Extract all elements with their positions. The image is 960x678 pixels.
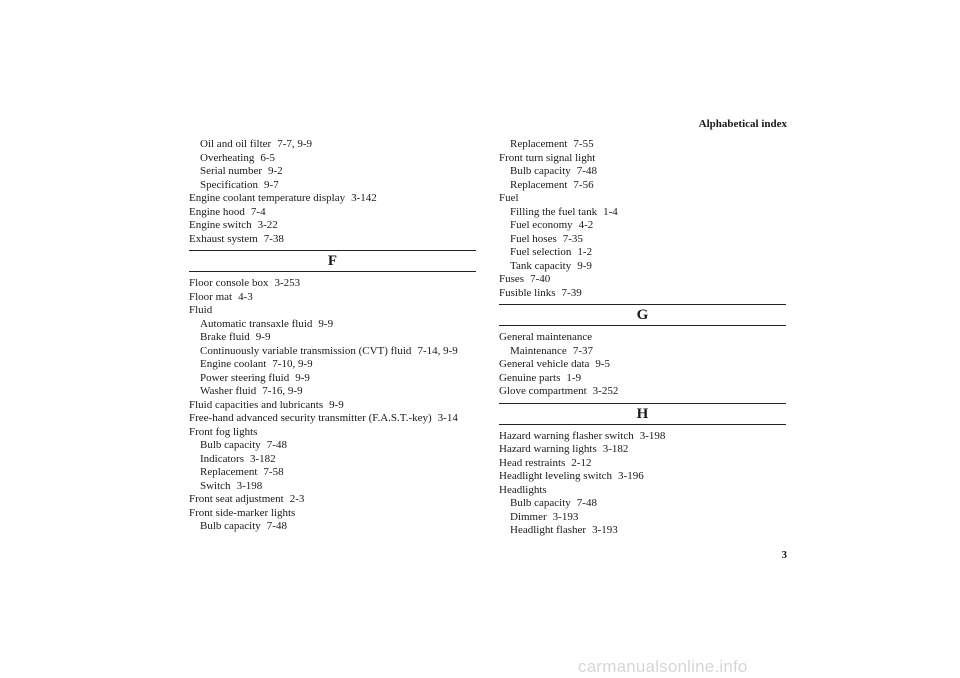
index-subentry bbox=[499, 233, 786, 247]
index-entry bbox=[189, 291, 476, 305]
index-subentry bbox=[189, 385, 476, 399]
section-heading-h: H bbox=[499, 403, 786, 425]
entry-page-ref: 9-7 bbox=[264, 178, 279, 191]
entry-page-ref: 7-48 bbox=[576, 497, 597, 509]
index-subentry bbox=[499, 497, 786, 511]
index-subentry bbox=[189, 318, 476, 332]
entry-term: Continuously variable transmission (CVT) fluid bbox=[200, 344, 412, 357]
entry-term: Front seat adjustment bbox=[189, 493, 284, 505]
entry-page-ref: 2-3 bbox=[289, 493, 305, 505]
index-subentry bbox=[189, 466, 476, 480]
entry-term: Fuel selection bbox=[510, 246, 572, 258]
entry-page-ref: 1-9 bbox=[566, 371, 582, 384]
index-entry bbox=[189, 206, 476, 220]
entry-term: Washer fluid bbox=[200, 385, 257, 397]
entry-term: Switch bbox=[200, 479, 231, 492]
index-entry bbox=[499, 443, 786, 457]
index-entry bbox=[499, 152, 786, 166]
index-entry bbox=[189, 233, 476, 247]
entry-term: Front side-marker lights bbox=[189, 506, 296, 519]
entry-page-ref: 7-4 bbox=[250, 205, 266, 218]
entry-term: Front turn signal light bbox=[499, 151, 596, 164]
index-entry bbox=[189, 493, 476, 507]
entry-term: Front fog lights bbox=[189, 425, 258, 438]
index-subentry bbox=[189, 179, 476, 193]
entry-term: Fusible links bbox=[499, 286, 556, 299]
entry-page-ref: 7-38 bbox=[263, 232, 284, 245]
entry-page-ref: 9-9 bbox=[318, 317, 334, 330]
entry-term: Indicators bbox=[200, 452, 244, 465]
running-header: Alphabetical index bbox=[698, 118, 787, 130]
index-entry bbox=[189, 426, 476, 440]
entry-term: Serial number bbox=[200, 165, 263, 177]
index-column-right bbox=[499, 138, 786, 538]
index-subentry bbox=[499, 246, 786, 260]
index-subentry bbox=[189, 331, 476, 345]
entry-page-ref: 7-40 bbox=[530, 273, 551, 285]
entry-page-ref: 9-5 bbox=[595, 358, 611, 370]
entry-page-ref: 7-7, 9-9 bbox=[277, 138, 313, 150]
index-entry bbox=[189, 507, 476, 521]
entry-term: Engine coolant temperature display bbox=[189, 192, 346, 204]
entry-page-ref: 3-198 bbox=[236, 479, 263, 492]
entry-page-ref: 1-2 bbox=[577, 246, 593, 258]
entry-page-ref: 3-182 bbox=[602, 443, 629, 455]
index-entry bbox=[189, 412, 476, 426]
entry-term: Hazard warning flasher switch bbox=[499, 429, 634, 442]
index-entry bbox=[189, 399, 476, 413]
entry-term: Engine switch bbox=[189, 219, 252, 231]
index-subentry bbox=[499, 524, 786, 538]
entry-term: Engine hood bbox=[189, 205, 245, 218]
entry-page-ref: 7-16, 9-9 bbox=[262, 385, 303, 397]
entry-term: Fuses bbox=[499, 273, 525, 285]
entry-term: Engine coolant bbox=[200, 358, 267, 370]
index-subentry bbox=[499, 179, 786, 193]
entry-term: General maintenance bbox=[499, 331, 593, 343]
watermark: carmanualsonline.info bbox=[578, 657, 748, 676]
index-subentry bbox=[189, 480, 476, 494]
entry-term: Glove compartment bbox=[499, 385, 587, 397]
entry-page-ref: 7-10, 9-9 bbox=[272, 358, 313, 370]
entry-page-ref: 7-14, 9-9 bbox=[417, 344, 458, 357]
entry-page-ref: 3-196 bbox=[618, 470, 644, 482]
section-heading-g: G bbox=[499, 304, 786, 326]
entry-page-ref: 7-39 bbox=[561, 286, 582, 299]
entry-page-ref: 7-48 bbox=[576, 165, 597, 177]
index-entry bbox=[499, 331, 786, 345]
entry-term: Brake fluid bbox=[200, 331, 250, 343]
entry-page-ref: 3-182 bbox=[249, 452, 276, 465]
entry-term: Power steering fluid bbox=[200, 371, 290, 384]
index-subentry bbox=[499, 260, 786, 274]
entry-page-ref: 9-9 bbox=[295, 371, 310, 384]
index-subentry bbox=[189, 345, 476, 359]
index-entry bbox=[189, 304, 476, 318]
entry-term: Fuel economy bbox=[510, 219, 573, 231]
entry-term: Exhaust system bbox=[189, 232, 258, 245]
entry-page-ref: 3-198 bbox=[639, 429, 666, 442]
section-heading-f: F bbox=[189, 250, 476, 272]
index-column-left bbox=[189, 138, 476, 534]
entry-term: Bulb capacity bbox=[510, 165, 571, 177]
entry-term: Overheating bbox=[200, 151, 255, 164]
entry-term: Genuine parts bbox=[499, 371, 561, 384]
entry-term: Fluid bbox=[189, 304, 213, 316]
entry-term: Floor console box bbox=[189, 277, 269, 289]
index-entry bbox=[499, 287, 786, 301]
entry-term: Fuel hoses bbox=[510, 232, 557, 245]
entry-term: Replacement bbox=[510, 178, 568, 191]
index-subentry bbox=[189, 165, 476, 179]
entry-term: General vehicle data bbox=[499, 358, 590, 370]
entry-page-ref: 3-14 bbox=[437, 412, 458, 424]
entry-page-ref: 9-9 bbox=[255, 331, 271, 343]
entry-page-ref: 9-9 bbox=[577, 259, 592, 272]
index-subentry bbox=[499, 165, 786, 179]
entry-term: Headlights bbox=[499, 483, 547, 496]
entry-page-ref: 7-56 bbox=[573, 178, 594, 191]
entry-term: Bulb capacity bbox=[200, 439, 261, 451]
entry-page-ref: 9-2 bbox=[268, 165, 283, 177]
entry-page-ref: 2-12 bbox=[571, 456, 592, 469]
index-subentry bbox=[189, 358, 476, 372]
entry-term: Fluid capacities and lubricants bbox=[189, 398, 324, 411]
entry-term: Replacement bbox=[200, 466, 258, 478]
entry-page-ref: 7-55 bbox=[573, 138, 594, 150]
entry-page-ref: 3-193 bbox=[552, 510, 579, 523]
entry-term: Headlight leveling switch bbox=[499, 470, 613, 482]
index-subentry bbox=[189, 453, 476, 467]
entry-term: Headlight flasher bbox=[510, 524, 587, 536]
entry-term: Fuel bbox=[499, 192, 519, 204]
entry-term: Bulb capacity bbox=[200, 520, 261, 532]
index-entry bbox=[499, 470, 786, 484]
entry-page-ref: 4-3 bbox=[238, 290, 253, 303]
index-entry bbox=[499, 358, 786, 372]
entry-page-ref: 1-4 bbox=[603, 205, 618, 218]
entry-page-ref: 7-58 bbox=[263, 466, 284, 478]
entry-page-ref: 3-253 bbox=[274, 277, 301, 289]
entry-page-ref: 7-37 bbox=[572, 344, 593, 357]
entry-page-ref: 3-142 bbox=[351, 192, 377, 204]
entry-term: Dimmer bbox=[510, 510, 547, 523]
entry-term: Tank capacity bbox=[510, 259, 572, 272]
index-subentry bbox=[189, 520, 476, 534]
entry-page-ref: 3-22 bbox=[257, 219, 278, 231]
index-subentry bbox=[189, 138, 476, 152]
index-subentry bbox=[499, 511, 786, 525]
index-entry bbox=[499, 273, 786, 287]
index-entry bbox=[499, 430, 786, 444]
index-subentry bbox=[499, 345, 786, 359]
entry-term: Replacement bbox=[510, 138, 568, 150]
index-subentry bbox=[189, 152, 476, 166]
index-entry bbox=[499, 484, 786, 498]
entry-term: Free-hand advanced security transmitter (F.A.S.T.-key) bbox=[189, 412, 432, 424]
entry-page-ref: 7-48 bbox=[266, 439, 287, 451]
index-subentry bbox=[189, 439, 476, 453]
index-entry bbox=[499, 457, 786, 471]
entry-term: Maintenance bbox=[510, 344, 567, 357]
entry-page-ref: 3-252 bbox=[592, 385, 619, 397]
page-number: 3 bbox=[781, 549, 787, 561]
index-subentry bbox=[499, 206, 786, 220]
entry-term: Filling the fuel tank bbox=[510, 205, 598, 218]
entry-term: Automatic transaxle fluid bbox=[200, 317, 313, 330]
entry-term: Hazard warning lights bbox=[499, 443, 597, 455]
entry-page-ref: 9-9 bbox=[329, 398, 344, 411]
entry-page-ref: 7-48 bbox=[266, 520, 287, 532]
index-entry bbox=[499, 372, 786, 386]
entry-page-ref: 4-2 bbox=[578, 219, 594, 231]
entry-page-ref: 7-35 bbox=[562, 232, 583, 245]
entry-term: Oil and oil filter bbox=[200, 138, 272, 150]
index-subentry bbox=[189, 372, 476, 386]
index-subentry bbox=[499, 138, 786, 152]
entry-term: Floor mat bbox=[189, 290, 233, 303]
index-entry bbox=[189, 192, 476, 206]
index-entry bbox=[499, 192, 786, 206]
index-entry bbox=[499, 385, 786, 399]
entry-term: Bulb capacity bbox=[510, 497, 571, 509]
index-subentry bbox=[499, 219, 786, 233]
index-entry bbox=[189, 219, 476, 233]
entry-page-ref: 6-5 bbox=[260, 151, 276, 164]
entry-page-ref: 3-193 bbox=[592, 524, 618, 536]
entry-term: Specification bbox=[200, 178, 259, 191]
index-entry bbox=[189, 277, 476, 291]
entry-term: Head restraints bbox=[499, 456, 566, 469]
